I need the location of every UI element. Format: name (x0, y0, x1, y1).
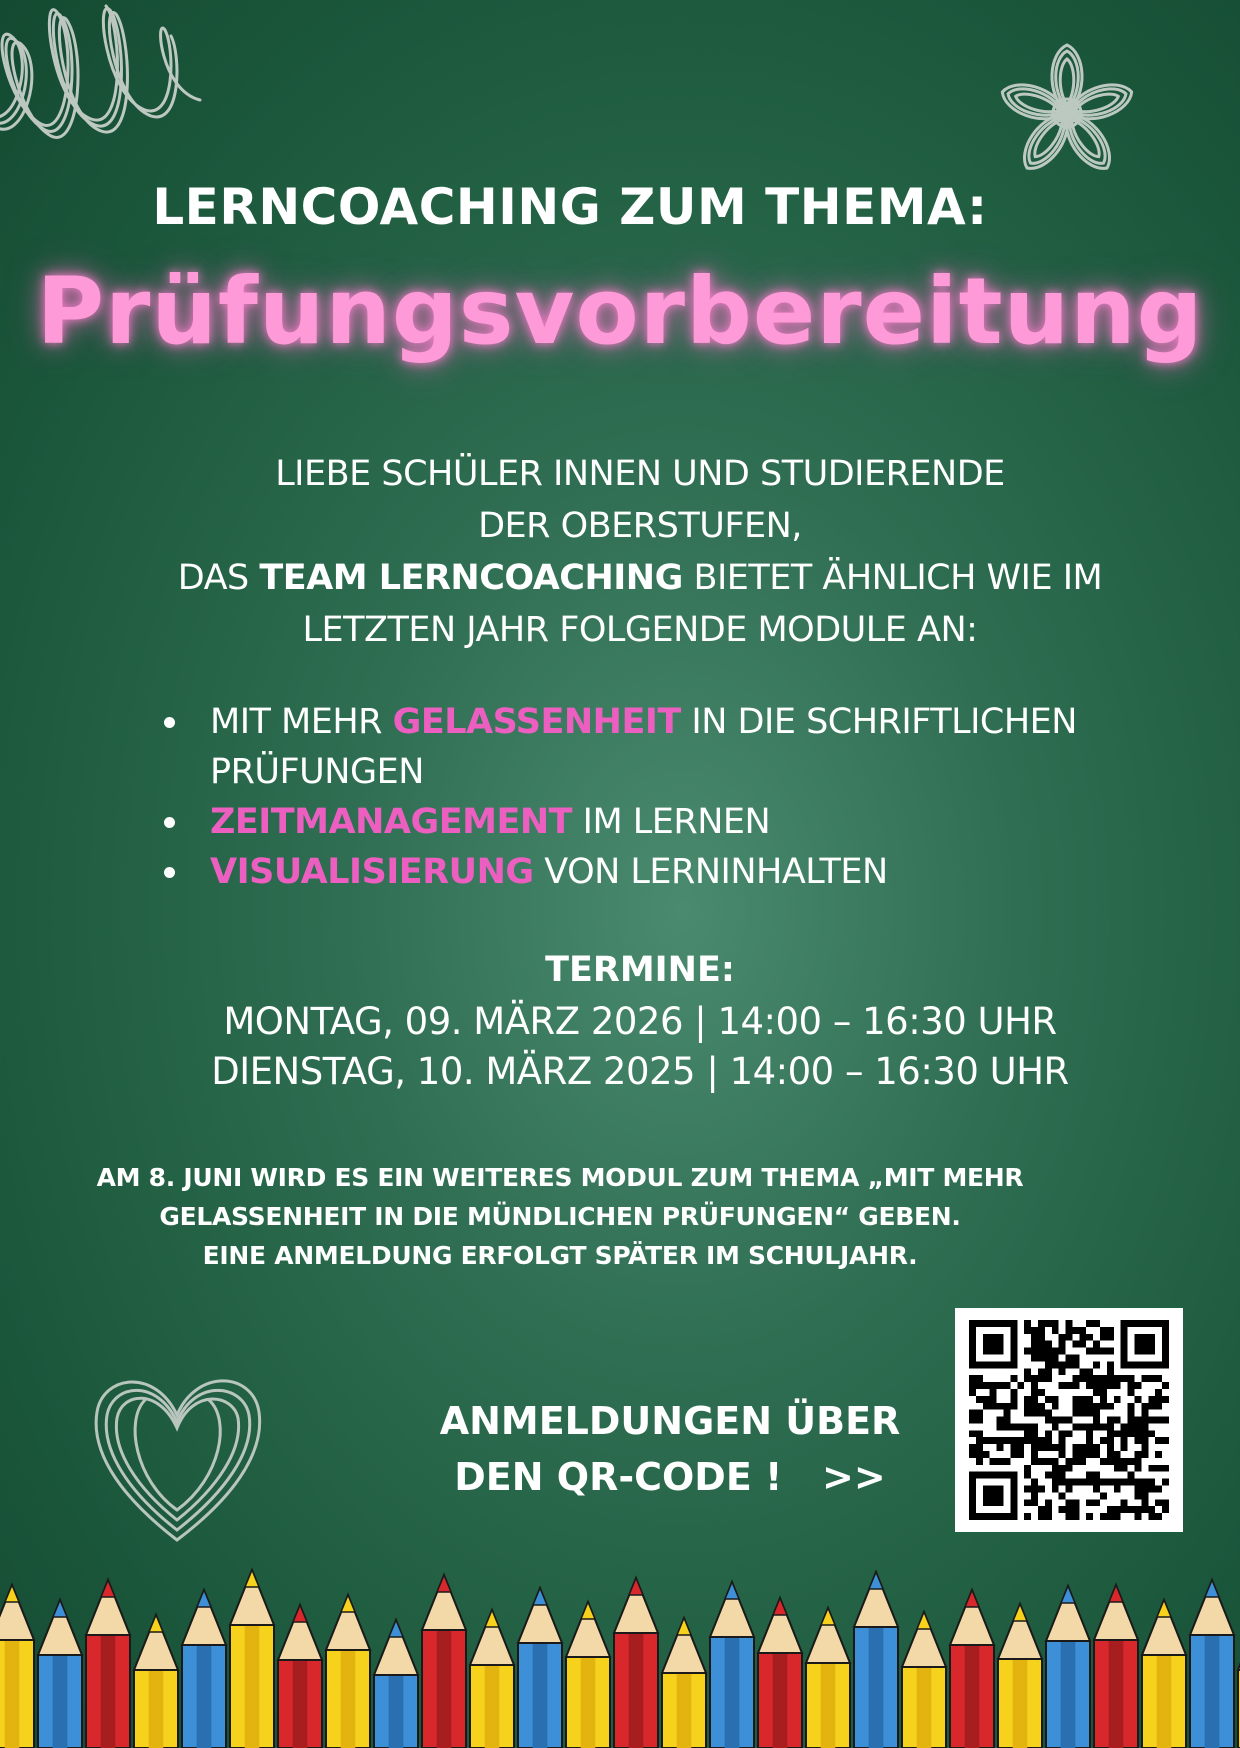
pencil-icon (230, 1570, 274, 1748)
pencil-icon (518, 1588, 562, 1748)
list-item (152, 797, 1162, 847)
module-highlight: GELASSENHEIT (392, 702, 681, 742)
module-text: IM LERNEN (572, 802, 771, 842)
pencil-icon (1046, 1586, 1090, 1748)
module-list (152, 697, 1162, 897)
colored-pencils-border (0, 1560, 1240, 1748)
termine-heading: TERMINE: (545, 950, 735, 990)
note-line: EINE ANMELDUNG ERFOLGT SPÄTER IM SCHULJAHR. (202, 1241, 918, 1270)
module-text: VON LERNINHALTEN (533, 852, 888, 892)
note-line: AM 8. JUNI WIRD ES EIN WEITERES MODUL ZUM THEMA „MIT MEHR (96, 1163, 1024, 1192)
pencil-icon (326, 1595, 370, 1748)
pencil-icon (806, 1608, 850, 1748)
intro-text-part: DAS (177, 558, 260, 598)
intro-line: LETZTEN JAHR FOLGENDE MODULE AN: (302, 610, 978, 650)
qr-code-pattern (967, 1320, 1171, 1520)
pencil-icon (1142, 1600, 1186, 1748)
page-title: LERNCOACHING ZUM THEMA: (152, 178, 988, 236)
intro-line: DER OBERSTUFEN, (478, 506, 802, 546)
qr-code[interactable] (955, 1308, 1183, 1532)
pencil-icon (902, 1612, 946, 1748)
chalk-heart-icon (85, 1360, 270, 1550)
registration-line: ANMELDUNGEN ÜBER (439, 1399, 901, 1443)
module-text: MIT MEHR (210, 702, 393, 742)
module-highlight: ZEITMANAGEMENT (210, 802, 573, 842)
pencil-icon (662, 1618, 706, 1748)
intro-text-part: BIETET ÄHNLICH WIE IM (682, 558, 1103, 598)
pencil-icon (614, 1578, 658, 1748)
pencil-icon (1190, 1580, 1234, 1748)
pencil-icon (758, 1598, 802, 1748)
pencil-icon (134, 1615, 178, 1748)
pencil-icon (1094, 1585, 1138, 1748)
termin-date: MONTAG, 09. MÄRZ 2026 | 14:00 – 16:30 UHR (223, 1000, 1057, 1043)
intro-line: LIEBE SCHÜLER INNEN UND STUDIERENDE (275, 454, 1005, 494)
registration-line: DEN QR-CODE ! >> (454, 1455, 886, 1499)
pencil-icon (566, 1602, 610, 1748)
pencil-icon (470, 1610, 514, 1748)
pencil-icon (0, 1585, 34, 1748)
team-name: TEAM LERNCOACHING (259, 558, 683, 598)
note-line: GELASSENHEIT IN DIE MÜNDLICHEN PRÜFUNGEN“ GEBEN. (159, 1202, 961, 1231)
pencil-icon (278, 1605, 322, 1748)
chalk-scribble-icon (0, 0, 210, 170)
pencil-icon (86, 1580, 130, 1748)
termin-date: DIENSTAG, 10. MÄRZ 2025 | 14:00 – 16:30 UHR (211, 1050, 1069, 1093)
list-item (152, 847, 1162, 897)
registration-text (420, 1393, 920, 1505)
additional-module-note (60, 1158, 1060, 1275)
intro-text (100, 448, 1180, 656)
pencil-icon (710, 1582, 754, 1748)
module-text: IN DIE SCHRIFTLICHEN PRÜFUNGEN (210, 702, 1077, 792)
pencil-icon (854, 1572, 898, 1748)
pencil-icon (182, 1590, 226, 1748)
module-highlight: VISUALISIERUNG (210, 852, 534, 892)
intro-line (100, 552, 1180, 604)
list-item (152, 697, 1162, 797)
pencil-icon (422, 1575, 466, 1748)
pencil-icon (38, 1600, 82, 1748)
pencil-icon (998, 1604, 1042, 1748)
chalk-flower-icon (985, 35, 1150, 190)
headline: Prüfungsvorbereitung (36, 258, 1204, 365)
pencil-icon (950, 1590, 994, 1748)
pencil-icon (374, 1620, 418, 1748)
